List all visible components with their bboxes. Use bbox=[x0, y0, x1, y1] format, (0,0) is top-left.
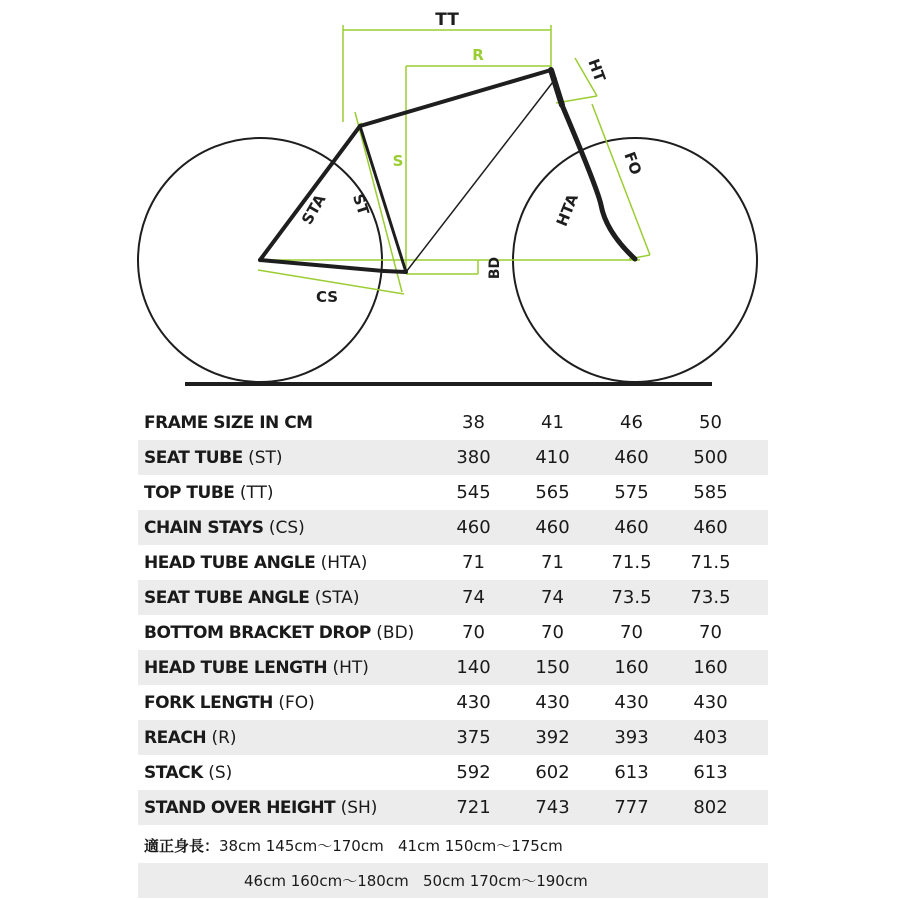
table-row bbox=[138, 475, 768, 510]
cell: 777 bbox=[614, 797, 649, 818]
cell: 430 bbox=[693, 692, 728, 713]
ht-label: HT bbox=[584, 56, 610, 85]
table-row bbox=[138, 755, 768, 790]
s-label: S bbox=[392, 152, 404, 170]
cell: 460 bbox=[693, 517, 728, 538]
note-text-1: 38cm 145cm～170cm 41cm 150cm～175cm bbox=[219, 837, 563, 855]
row-label: CHAIN STAYS (CS) bbox=[144, 517, 305, 538]
row-label: REACH (R) bbox=[144, 727, 237, 748]
cell: 70 bbox=[620, 622, 643, 643]
note-line-2 bbox=[138, 863, 768, 898]
st-label: ST bbox=[348, 191, 373, 218]
cell: 71 bbox=[462, 552, 485, 573]
row-label: HEAD TUBE LENGTH (HT) bbox=[144, 657, 369, 678]
cell: 380 bbox=[456, 447, 491, 468]
table-row bbox=[138, 685, 768, 720]
table-row bbox=[138, 510, 768, 545]
note-text-2: 46cm 160cm～180cm 50cm 170cm～190cm bbox=[244, 872, 588, 890]
cell: 602 bbox=[535, 762, 570, 783]
cell: 613 bbox=[693, 762, 728, 783]
cell: 70 bbox=[699, 622, 722, 643]
cell: 575 bbox=[614, 482, 649, 503]
fo-label: FO bbox=[620, 149, 646, 178]
cell: 150 bbox=[535, 657, 570, 678]
cell: 802 bbox=[693, 797, 728, 818]
cell: 430 bbox=[614, 692, 649, 713]
row-label: FORK LENGTH (FO) bbox=[144, 692, 315, 713]
header-label: FRAME SIZE IN CM bbox=[144, 412, 313, 433]
hta-label: HTA bbox=[552, 191, 582, 229]
cell: 430 bbox=[456, 692, 491, 713]
cell: 460 bbox=[535, 517, 570, 538]
size-41-header: 41 bbox=[541, 412, 564, 433]
cell: 375 bbox=[456, 727, 491, 748]
frame bbox=[260, 70, 635, 272]
table-row bbox=[138, 720, 768, 755]
cell: 460 bbox=[614, 447, 649, 468]
cell: 592 bbox=[456, 762, 491, 783]
note-heading: 適正身長： bbox=[144, 837, 220, 855]
cell: 430 bbox=[535, 692, 570, 713]
table-row bbox=[138, 545, 768, 580]
cell: 410 bbox=[535, 447, 570, 468]
size-46-header: 46 bbox=[620, 412, 643, 433]
cell: 71.5 bbox=[690, 552, 731, 573]
cell: 500 bbox=[693, 447, 728, 468]
geometry-table bbox=[138, 405, 768, 825]
cell: 585 bbox=[693, 482, 728, 503]
cell: 70 bbox=[462, 622, 485, 643]
table-row bbox=[138, 650, 768, 685]
bike-geometry-diagram bbox=[0, 0, 900, 400]
row-label: HEAD TUBE ANGLE (HTA) bbox=[144, 552, 368, 573]
cell: 545 bbox=[456, 482, 491, 503]
sta-label: STA bbox=[298, 191, 330, 228]
row-label: BOTTOM BRACKET DROP (BD) bbox=[144, 622, 415, 643]
cell: 721 bbox=[456, 797, 491, 818]
row-label: SEAT TUBE (ST) bbox=[144, 447, 283, 468]
cell: 160 bbox=[693, 657, 728, 678]
cs-label: CS bbox=[315, 288, 339, 306]
cell: 71 bbox=[541, 552, 564, 573]
bd-label: BD bbox=[487, 256, 503, 280]
row-label: SEAT TUBE ANGLE (STA) bbox=[144, 587, 360, 608]
table-header-row bbox=[138, 405, 768, 440]
row-label: STAND OVER HEIGHT (SH) bbox=[144, 797, 378, 818]
cell: 565 bbox=[535, 482, 570, 503]
r-label: R bbox=[472, 46, 484, 64]
cell: 393 bbox=[614, 727, 649, 748]
table-row bbox=[138, 580, 768, 615]
cell: 460 bbox=[456, 517, 491, 538]
cell: 140 bbox=[456, 657, 491, 678]
size-50-header: 50 bbox=[699, 412, 722, 433]
cell: 73.5 bbox=[611, 587, 652, 608]
cell: 460 bbox=[614, 517, 649, 538]
cell: 743 bbox=[535, 797, 570, 818]
table-row bbox=[138, 790, 768, 825]
table-row bbox=[138, 440, 768, 475]
cell: 73.5 bbox=[690, 587, 731, 608]
cell: 392 bbox=[535, 727, 570, 748]
cell: 74 bbox=[462, 587, 485, 608]
rider-height-notes bbox=[138, 828, 768, 898]
row-label: TOP TUBE (TT) bbox=[144, 482, 274, 503]
size-38-header: 38 bbox=[462, 412, 485, 433]
cell: 160 bbox=[614, 657, 649, 678]
tt-label: TT bbox=[435, 10, 459, 30]
table-row bbox=[138, 615, 768, 650]
cell: 70 bbox=[541, 622, 564, 643]
note-line-1 bbox=[138, 828, 768, 863]
cell: 74 bbox=[541, 587, 564, 608]
cell: 613 bbox=[614, 762, 649, 783]
row-label: STACK (S) bbox=[144, 762, 233, 783]
cell: 71.5 bbox=[611, 552, 652, 573]
cell: 403 bbox=[693, 727, 728, 748]
